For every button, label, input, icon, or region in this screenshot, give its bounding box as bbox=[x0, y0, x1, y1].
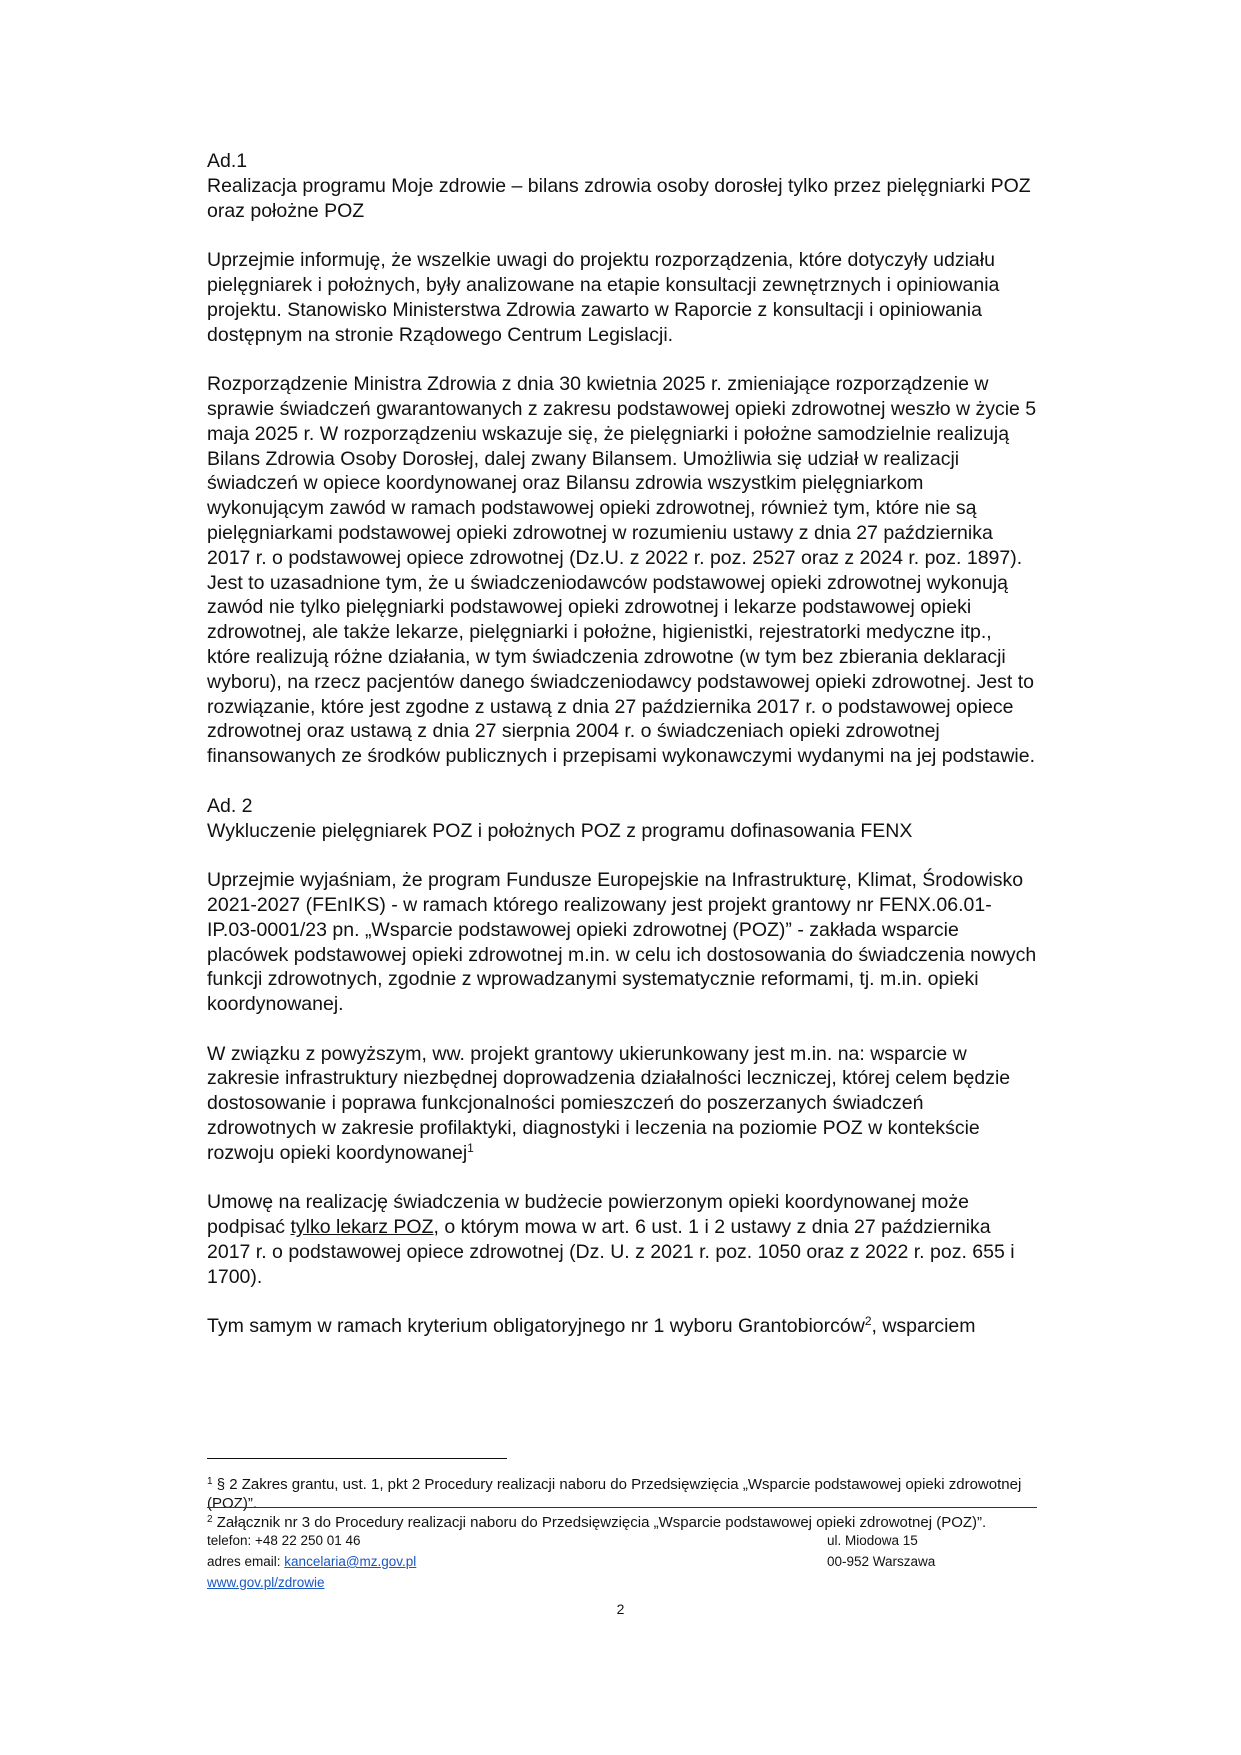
footnote-ref-1[interactable]: 1 bbox=[467, 1140, 474, 1155]
footer-email-line bbox=[207, 1551, 416, 1572]
ad1-subheading: Realizacja programu Moje zdrowie – bilans zdrowia osoby dorosłej tylko przez pielęgniarki POZ oraz położne POZ bbox=[207, 174, 1031, 222]
footer-website-line bbox=[207, 1572, 416, 1593]
footnote-ref-2[interactable]: 2 bbox=[864, 1314, 872, 1329]
footnote-2-text: Załącznik nr 3 do Procedury realizacji naboru do Przedsięwzięcia „Wsparcie podstawowej opieki zdrowotnej (POZ)”. bbox=[212, 1514, 987, 1531]
ad1-heading: Ad.1 bbox=[207, 150, 248, 172]
footer-email-link[interactable]: kancelaria@mz.gov.pl bbox=[284, 1554, 417, 1569]
footer-address bbox=[827, 1530, 935, 1572]
ad2-paragraph-3 bbox=[207, 1190, 1037, 1289]
footnote-2-number: 2 bbox=[207, 1514, 213, 1525]
footnote-1-number: 1 bbox=[207, 1476, 213, 1487]
ad2-paragraph-3-underlined: tylko lekarz POZ bbox=[290, 1216, 434, 1239]
ad2-subheading: Wykluczenie pielęgniarek POZ i położnych POZ z programu dofinasowania FENX bbox=[207, 819, 913, 842]
ad2-paragraph-2-text: W związku z powyższym, ww. projekt grantowy ukierunkowany jest m.in. na: wsparcie w zakresie infrastruktury niezbędnej doprowadzenia działalności leczniczej, której celem będzie dostosowanie i poprawa funkcjonalności pomieszczeń do poszerzanych świadczeń zdrowotnych w zakresie profilaktyki, diagnostyki i leczenia na poziomie POZ w kontekście rozwoju opieki koordynowanej bbox=[207, 1042, 1011, 1164]
ad2-paragraph-3-end: , o którym mowa w art. 6 ust. 1 i 2 ustawy z dnia 27 października 2017 r. o podstawowej opiece zdrowotnej (Dz. U. z 2021 r. poz. 1050 oraz z 2022 r. poz. 655 i 1700). bbox=[207, 1216, 1015, 1288]
page-number: 2 bbox=[616, 1601, 625, 1617]
footer-email-label: adres email: bbox=[207, 1554, 285, 1569]
footnote-separator bbox=[207, 1458, 507, 1459]
footer-website-link[interactable]: www.gov.pl/zdrowie bbox=[207, 1575, 325, 1590]
ad2-paragraph-1: Uprzejmie wyjaśniam, że program Fundusze Europejskie na Infrastrukturę, Klimat, Środowisko 2021-2027 (FEnIKS) - w ramach którego realizowany jest projekt grantowy nr FENX.06.01-IP.03-0001/23 pn. „Wsparcie podstawowej opieki zdrowotnej (POZ)” - zakłada wsparcie placówek podstawowej opieki zdrowotnej m.in. w celu ich dostosowania do świadczenia nowych funkcji zdrowotnych, zgodnie z wprowadzanymi systematycznie reformami, tj. m.in. opieki koordynowanej. bbox=[207, 869, 1037, 1016]
ad2-paragraph-3-start: Umowę na realizację świadczenia w budżecie powierzonym opieki koordynowanej może podpisać bbox=[207, 1191, 969, 1239]
ad2-heading: Ad. 2 bbox=[207, 794, 253, 817]
ad2-paragraph-4-start: Tym samym w ramach kryterium obligatoryjnego nr 1 wyboru Grantobiorców bbox=[207, 1315, 865, 1338]
ad2-paragraph-4 bbox=[207, 1314, 1037, 1339]
footer-phone: telefon: +48 22 250 01 46 bbox=[207, 1533, 361, 1548]
letter-body bbox=[207, 149, 1037, 1364]
footer-contact bbox=[207, 1530, 416, 1593]
ad2-paragraph-2 bbox=[207, 1042, 1037, 1166]
footer-city: 00-952 Warszawa bbox=[827, 1554, 936, 1569]
ad2-paragraph-4-end: , wsparciem bbox=[871, 1315, 976, 1338]
footer-separator bbox=[207, 1507, 1037, 1508]
footnote-1-text: § 2 Zakres grantu, ust. 1, pkt 2 Procedury realizacji naboru do Przedsięwzięcia „Wsparcie podstawowej opieki zdrowotnej (POZ)”. bbox=[207, 1476, 1022, 1512]
footer-street: ul. Miodowa 15 bbox=[827, 1533, 918, 1548]
ad1-paragraph-1: Uprzejmie informuję, że wszelkie uwagi do projektu rozporządzenia, które dotyczyły udziału pielęgniarek i położnych, były analizowane na etapie konsultacji zewnętrznych i opiniowania projektu. Stanowisko Ministerstwa Zdrowia zawarto w Raporcie z konsultacji i opiniowania dostępnym na stronie Rządowego Centrum Legislacji. bbox=[207, 249, 1000, 346]
ad1-paragraph-2: Rozporządzenie Ministra Zdrowia z dnia 30 kwietnia 2025 r. zmieniające rozporządzenie w sprawie świadczeń gwarantowanych z zakresu podstawowej opieki zdrowotnej weszło w życie 5 maja 2025 r. W rozporządzeniu wskazuje się, że pielęgniarki i położne samodzielnie realizują Bilans Zdrowia Osoby Dorosłej, dalej zwany Bilansem. Umożliwia się udział w realizacji świadczeń w opiece koordynowanej oraz Bilansu zdrowia wszystkim pielęgniarkom wykonującym zawód w ramach podstawowej opieki zdrowotnej, również tym, które nie są pielęgniarkami podstawowej opieki zdrowotnej w rozumieniu ustawy z dnia 27 października 2017 r. o podstawowej opiece zdrowotnej (Dz.U. z 2022 r. poz. 2527 oraz z 2024 r. poz. 1897). Jest to uzasadnione tym, że u świadczeniodawców podstawowej opieki zdrowotnej wykonują zawód nie tylko pielęgniarki podstawowej opieki zdrowotnej i lekarze podstawowej opieki zdrowotnej, ale także lekarze, pielęgniarki i położne, higienistki, rejestratorki medyczne itp., które realizują różne działania, w tym świadczenia zdrowotne (w tym bez zbierania deklaracji wyboru), na rzecz pacjentów danego świadczeniodawcy podstawowej opieki zdrowotnej. Jest to rozwiązanie, które jest zgodne z ustawą z dnia 27 października 2017 r. o podstawowej opiece zdrowotnej oraz ustawą z dnia 27 sierpnia 2004 r. o świadczeniach opieki zdrowotnej finansowanych ze środków publicznych i przepisami wykonawczymi wydanymi na jej podstawie. bbox=[207, 373, 1037, 768]
footnotes bbox=[207, 1475, 1037, 1532]
